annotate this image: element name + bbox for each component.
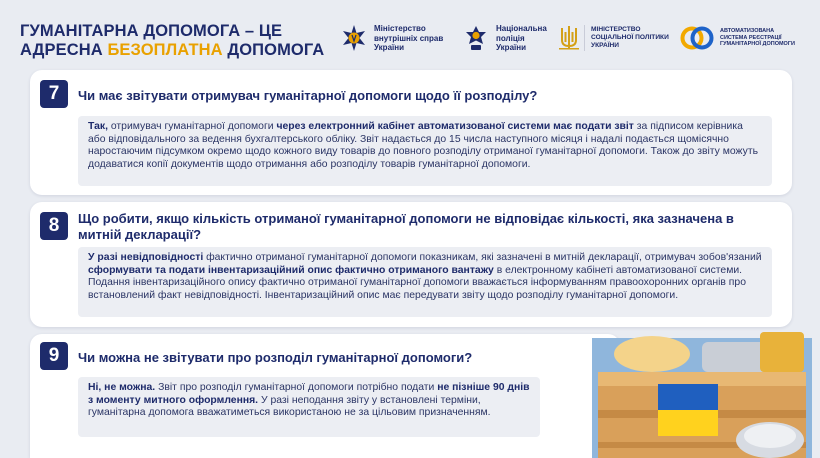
police-logo-text: Національна поліція України — [496, 24, 547, 52]
question-text: Чи можна не звітувати про розподіл гуманітарної допомоги? — [78, 350, 473, 365]
police-badge-icon — [462, 24, 490, 52]
logo-divider — [584, 25, 585, 51]
asr-logo-text: АВТОМАТИЗОВАНА СИСТЕМА РЕЄСТРАЦІЇ ГУМАНІТАРНОЇ ДОПОМОГИ — [720, 28, 795, 48]
title-accent: БЕЗОПЛАТНА — [107, 41, 223, 59]
title-line-1: ГУМАНІТАРНА ДОПОМОГА – ЦЕ — [20, 22, 283, 40]
page-title — [20, 22, 324, 60]
trident-icon — [558, 24, 580, 52]
police-logo — [462, 24, 547, 53]
answer-text: У разі невідповідності фактично отриманої гуманітарної допомоги показникам, які зазначені в митній декларації, отримувач зобов'язаний сформувати та подати інвентаризаційний опис фактично отриманого вантажу в електронному кабінеті автоматизованої системи. Подання інвентаризаційного опису фактично отриманої гуманітарної допомоги вважається інформуванням правоохоронних органів про встановлений факт невідповідності. Інвентаризаційний опис має передувати звіту щодо розподілу гуманітарної допомоги. — [78, 247, 772, 317]
faq-card-9 — [30, 334, 620, 458]
answer-text: Так, отримувач гуманітарної допомоги через електронний кабінет автоматизованої системи має подати звіт за підписом керівника або відповідального за ведення бухгалтерського обліку. Звіт надається до 15 числа наступного місяця і надалі подається щомісячно наростаючим підсумком окремо щодо кожного виду товарів до повного розподілу отриманої гуманітарної допомоги. Також до звіту можуть додаватися копії документів щодо отримання або розподілу товарів гуманітарної допомоги. — [78, 116, 772, 186]
title-line-2: АДРЕСНА БЕЗОПЛАТНА ДОПОМОГА — [20, 41, 325, 59]
question-number: 8 — [40, 212, 68, 240]
header — [0, 0, 820, 66]
question-number: 7 — [40, 80, 68, 108]
jar-icon — [760, 332, 804, 372]
question-number: 9 — [40, 342, 68, 370]
mvs-logo-text: Міністерство внутрішніх справ України — [374, 24, 444, 52]
question-text: Що робити, якщо кількість отриманої гуманітарної допомоги не відповідає кількості, яка зазначена в митній декларації? — [78, 211, 734, 242]
aid-box-illustration — [584, 318, 820, 458]
pasta-bag-icon — [614, 336, 690, 372]
msp-logo-text: МІНІСТЕРСТВО СОЦІАЛЬНОЇ ПОЛІТИКИ УКРАЇНИ — [591, 26, 669, 49]
faq-card-8 — [30, 202, 792, 327]
msp-logo — [558, 24, 669, 52]
mvs-logo — [340, 24, 443, 53]
asr-rings-icon — [680, 22, 714, 54]
ukraine-flag-icon — [658, 384, 718, 436]
answer-text: Ні, не можна. Звіт про розподіл гуманітарної допомоги потрібно подати не пізніше 90 днів з моменту митного оформлення. У разі неподання звіту у встановлені терміни, гуманітарна допомога вважатиметься використаною не за цільовим призначенням. — [78, 377, 540, 437]
asr-logo — [680, 22, 795, 54]
question-text: Чи має звітувати отримувач гуманітарної допомоги щодо її розподілу? — [78, 88, 538, 103]
faq-card-7 — [30, 70, 792, 195]
mvs-emblem-icon — [340, 24, 368, 52]
